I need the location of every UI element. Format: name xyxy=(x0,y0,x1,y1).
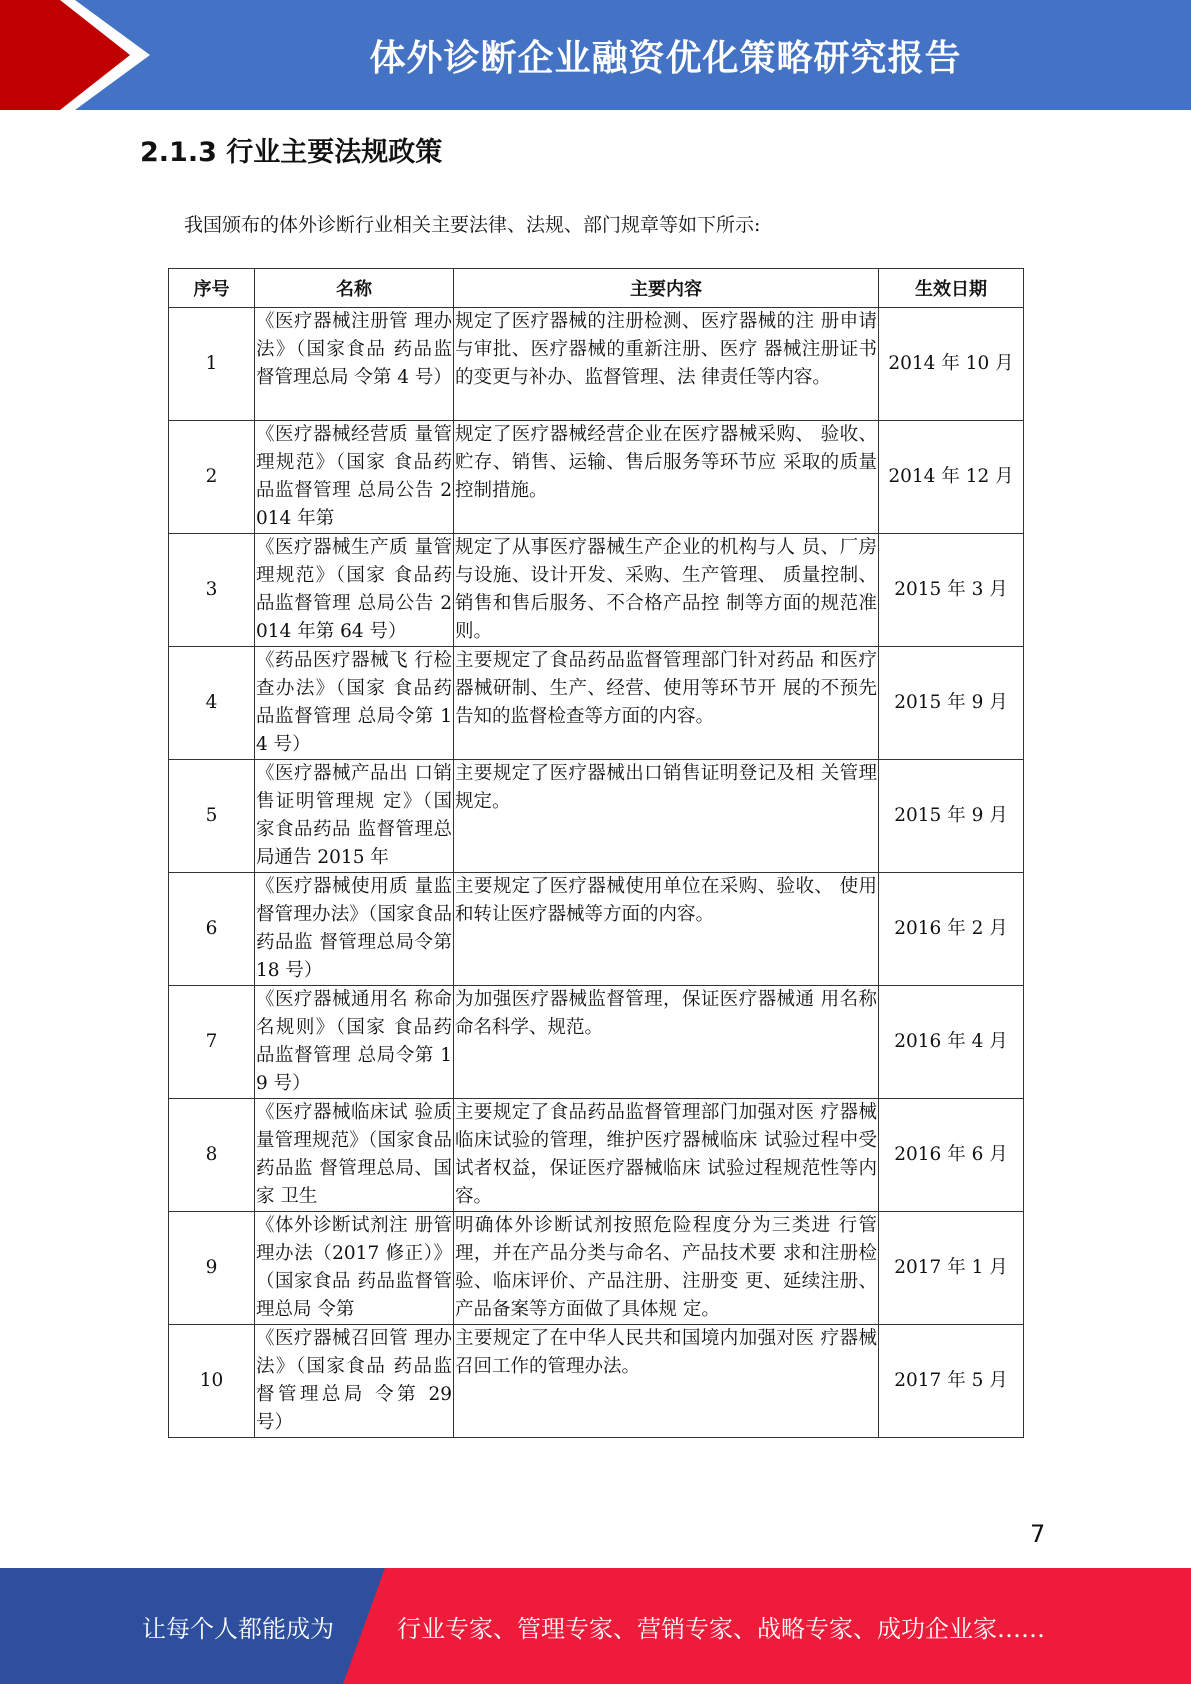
row-date: 2014 年 12 月 xyxy=(879,421,1024,534)
column-header-seq: 序号 xyxy=(169,269,255,308)
document-title: 体外诊断企业融资优化策略研究报告 xyxy=(369,37,962,79)
row-content xyxy=(454,760,879,873)
row-name xyxy=(255,1325,454,1438)
footer-slogan-left: 让每个人都能成为 xyxy=(142,1614,334,1643)
row-date: 2017 年 1 月 xyxy=(879,1212,1024,1325)
row-content-text: 规定了医疗器械经营企业在医疗器械采购、 验收、贮存、销售、运输、售后服务等环节应 采取的质量控制措施。 xyxy=(455,424,877,501)
row-content xyxy=(454,1212,879,1325)
row-name xyxy=(255,421,454,534)
table-row xyxy=(169,760,1024,873)
row-date: 2015 年 9 月 xyxy=(879,760,1024,873)
row-content-text: 规定了从事医疗器械生产企业的机构与人 员、厂房与设施、设计开发、采购、生产管理、 质量控制、销售和售后服务、不合格产品控 制等方面的规范准则。 xyxy=(455,537,877,642)
footer-slogan-right: 行业专家、管理专家、营销专家、战略专家、成功企业家…… xyxy=(397,1614,1045,1643)
row-name-text: 《医疗器械经营质 量管理规范》（国家 食品药品监督管理 总局公告 2014 年第 xyxy=(256,424,452,529)
column-header-name: 名称 xyxy=(255,269,454,308)
row-content xyxy=(454,647,879,760)
row-name-text: 《医疗器械通用名 称命名规则》（国家 食品药品监督管理 总局令第 19 号） xyxy=(256,989,452,1094)
row-seq: 6 xyxy=(169,873,255,986)
row-content xyxy=(454,1099,879,1212)
row-content-text: 明确体外诊断试剂按照危险程度分为三类进 行管理，并在产品分类与命名、产品技术要 求和注册检验、临床评价、产品注册、注册变 更、延续注册、产品备案等方面做了具体规 定。 xyxy=(455,1215,877,1320)
row-date: 2014 年 10 月 xyxy=(879,308,1024,421)
row-date: 2017 年 5 月 xyxy=(879,1325,1024,1438)
row-date: 2015 年 9 月 xyxy=(879,647,1024,760)
row-name xyxy=(255,1212,454,1325)
row-content xyxy=(454,534,879,647)
column-header-date: 生效日期 xyxy=(879,269,1024,308)
row-content xyxy=(454,986,879,1099)
row-name-text: 《医疗器械注册管 理办法》（国家食品 药品监督管理总局 令第 4 号） xyxy=(256,311,452,388)
row-name xyxy=(255,308,454,421)
column-header-content: 主要内容 xyxy=(454,269,879,308)
row-content-text: 为加强医疗器械监督管理，保证医疗器械通 用名称命名科学、规范。 xyxy=(455,989,877,1038)
row-seq: 10 xyxy=(169,1325,255,1438)
row-name xyxy=(255,534,454,647)
row-content-text: 主要规定了医疗器械出口销售证明登记及相 关管理规定。 xyxy=(455,763,877,812)
row-content-text: 主要规定了食品药品监督管理部门针对药品 和医疗器械研制、生产、经营、使用等环节开 展的不预先告知的监督检查等方面的内容。 xyxy=(455,650,877,727)
header-arrow-icon xyxy=(0,0,160,110)
intro-paragraph: 我国颁布的体外诊断行业相关主要法律、法规、部门规章等如下所示: xyxy=(184,214,761,236)
row-date: 2016 年 2 月 xyxy=(879,873,1024,986)
table-row xyxy=(169,873,1024,986)
row-seq: 7 xyxy=(169,986,255,1099)
table-header-row xyxy=(169,269,1024,308)
table-row xyxy=(169,986,1024,1099)
row-date: 2016 年 4 月 xyxy=(879,986,1024,1099)
row-name xyxy=(255,647,454,760)
row-content xyxy=(454,421,879,534)
row-date: 2015 年 3 月 xyxy=(879,534,1024,647)
table-row xyxy=(169,647,1024,760)
row-name-text: 《医疗器械生产质 量管理规范》（国家 食品药品监督管理 总局公告 2014 年第 64 号） xyxy=(256,537,452,642)
row-seq: 5 xyxy=(169,760,255,873)
table-row xyxy=(169,1212,1024,1325)
table-row xyxy=(169,421,1024,534)
row-content-text: 主要规定了医疗器械使用单位在采购、验收、 使用和转让医疗器械等方面的内容。 xyxy=(455,876,877,925)
table-row xyxy=(169,1099,1024,1212)
row-seq: 8 xyxy=(169,1099,255,1212)
row-name-text: 《医疗器械产品出 口销售证明管理规 定》（国家食品药品 监督管理总局通告 2015 年 xyxy=(256,763,452,868)
row-date: 2016 年 6 月 xyxy=(879,1099,1024,1212)
row-content-text: 规定了医疗器械的注册检测、医疗器械的注 册申请与审批、医疗器械的重新注册、医疗 器械注册证书的变更与补办、监督管理、法 律责任等内容。 xyxy=(455,311,877,388)
row-name-text: 《药品医疗器械飞 行检查办法》（国家 食品药品监督管理 总局令第 14 号） xyxy=(256,650,452,755)
table-row xyxy=(169,534,1024,647)
row-name xyxy=(255,873,454,986)
row-seq: 1 xyxy=(169,308,255,421)
row-content xyxy=(454,873,879,986)
row-name xyxy=(255,1099,454,1212)
row-name-text: 《医疗器械临床试 验质量管理规范》（国家食品药品监 督管理总局、国家 卫生 xyxy=(256,1102,452,1207)
regulations-table xyxy=(168,268,1024,1438)
row-name xyxy=(255,986,454,1099)
row-content-text: 主要规定了食品药品监督管理部门加强对医 疗器械临床试验的管理，维护医疗器械临床 试验过程中受试者权益，保证医疗器械临床 试验过程规范性等内容。 xyxy=(455,1102,877,1207)
header-bar xyxy=(0,0,1191,110)
table-row xyxy=(169,1325,1024,1438)
page-number: 7 xyxy=(1030,1520,1046,1548)
section-heading: 2.1.3 行业主要法规政策 xyxy=(140,137,443,168)
row-name-text: 《医疗器械使用质 量监督管理办法》（国家食品药品监 督管理总局令第 18 号） xyxy=(256,876,452,981)
row-seq: 2 xyxy=(169,421,255,534)
row-content xyxy=(454,1325,879,1438)
footer-banner xyxy=(0,1568,1191,1684)
row-name-text: 《医疗器械召回管 理办法》（国家食品 药品监督管理总局 令第 29 号） xyxy=(256,1328,452,1433)
row-seq: 9 xyxy=(169,1212,255,1325)
row-seq: 4 xyxy=(169,647,255,760)
row-seq: 3 xyxy=(169,534,255,647)
row-name-text: 《体外诊断试剂注 册管理办法（2017 修正）》（国家食品 药品监督管理总局 令第 xyxy=(256,1215,452,1320)
table-row xyxy=(169,308,1024,421)
row-content xyxy=(454,308,879,421)
row-name xyxy=(255,760,454,873)
row-content-text: 主要规定了在中华人民共和国境内加强对医 疗器械召回工作的管理办法。 xyxy=(455,1328,877,1377)
